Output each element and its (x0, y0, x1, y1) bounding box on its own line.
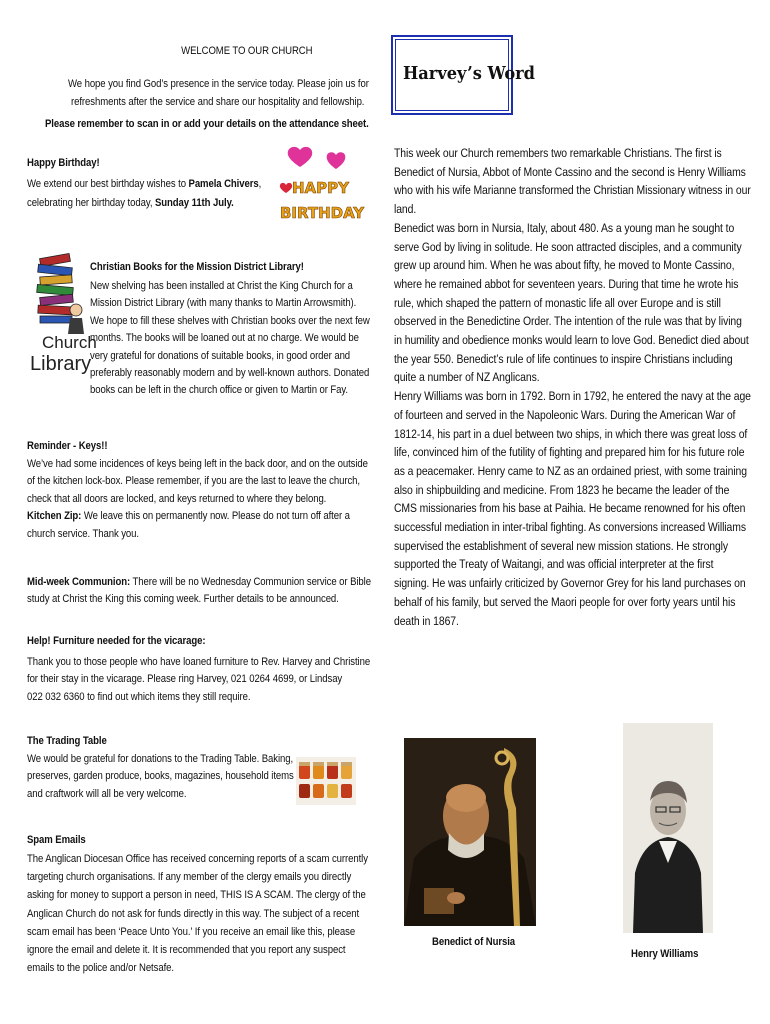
happy-birthday-image (278, 145, 365, 227)
birthday-line-2: celebrating her birthday today, Sunday 11th July. (27, 197, 234, 209)
benedict-caption: Benedict of Nursia (432, 936, 516, 948)
svg-text:Church: Church (42, 333, 97, 352)
welcome-line-2: refreshments after the service and share our hospitality and fellowship. (71, 96, 365, 108)
spam-heading: Spam Emails (27, 834, 86, 846)
harveys-word-title: Harvey’s Word (403, 63, 536, 84)
midweek-notice: Mid-week Communion: There will be no Wednesday Communion service or Bible study at Christ the King this coming week. Further details to be announced. (27, 576, 371, 606)
monk-portrait-icon (404, 738, 536, 926)
furniture-body: Thank you to those people who have loaned furniture to Rev. Harvey and Christine for their stay in the vicarage. Please ring Harvey, 021 0264 4699, or Lindsay 022 032 6360 to find out which items they still require. (27, 656, 371, 703)
henry-caption: Henry Williams (631, 948, 699, 960)
birthday-heading: Happy Birthday! (27, 157, 100, 169)
man-portrait-icon (623, 723, 713, 933)
henry-williams-portrait (623, 723, 713, 933)
spam-body: The Anglican Diocesan Office has received concerning reports of a scam currently targeting church organisations. If any member of the clergy emails you directly asking for money to support a person in need, THIS IS A SCAM. The clergy of the Anglican Church do not ask for funds directly in this way. The subject of a recent scam email has been ‘Peace Unto You.’ If you receive an email like this, please ignore the email and delete it. It is recommended that you report any suspect emails to the police and/or Netsafe. (27, 853, 368, 975)
hearts-icon (278, 145, 365, 227)
trading-body: We would be grateful for donations to the Trading Table. Baking, preserves, garden produce, books, magazines, household items and craftwork will all be very welcome. (27, 753, 294, 800)
harveys-word-body: This week our Church remembers two remarkable Christians. The first is Benedict of Nursia, Abbot of Monte Cassino and the second is Henry Williams who with his wife Marianne transformed the Christian Missionary witness in our land. Benedict was born in Nursia, Italy, about 480. As a young man he sought to serve God by living in solitude. He soon attracted disciples, and a community grew up around him. When he was about fifty, he moved to Monte Cassino, where he remained abbot for seventeen years. During that time he wrote his rule, which shaped the pattern of monastic life all over Europe and is still observed in the Benedictine Order. The intention of the rule was that by living in humility and obedience monks would learn to love God. Benedict died about the year 550. Benedict’s rule of life continues to inspire Christians including quite a number of NZ Anglicans. Henry Williams was born in 1792. Born in 1792, he entered the navy at the age of fourteen and served in the Napoleonic Wars. During the American War of 1812-14, his part in a duel between two ships, in which there was great loss of life, convinced him of the futility of fighting and prepared him for his future role as a peacemaker. Henry came to NZ as an ordained priest, with some training also in shipbuilding and medicine. From 1823 he became the leader of the CMS missionaries from his base at Paihia. He became renowned for his often successful mediation in inter-tribal fighting. As conversions increased Williams supervised the establishment of several new mission stations. He strongly supported the Treaty of Waitangi, and was official interpreter at the first signing. He was unfairly criticized by Governor Grey for his land purchases on behalf of his family, but served the Maori people for over forty years until his death in 1867. (394, 146, 751, 628)
birthday-line-1: We extend our best birthday wishes to Pamela Chivers, (27, 178, 262, 190)
trading-heading: The Trading Table (27, 735, 107, 747)
books-heading: Christian Books for the Mission District Library! (90, 261, 304, 273)
books-body: New shelving has been installed at Christ the King Church for a Mission District Library (with many thanks to Martin Arrowsmith). We hope to fill these shelves with Christian books over the next few months. The books will be loaned out at no charge. We would be very grateful for donations of suitable books, in good order and preferably reasonably modern and by well-known authors. Donated books can be left in the church office or given to Martin or Fay. (90, 280, 370, 397)
svg-text:Library: Library (30, 353, 92, 375)
harveys-word-box (391, 35, 536, 115)
preserves-jars-image (296, 757, 356, 805)
welcome-title: WELCOME TO OUR CHURCH (181, 45, 313, 57)
svg-text:HAPPY: HAPPY (292, 179, 350, 197)
book-stack-icon (30, 250, 97, 375)
scan-reminder: Please remember to scan in or add your details on the attendance sheet. (45, 118, 369, 130)
keys-heading: Reminder - Keys!! (27, 440, 108, 452)
church-library-logo (30, 250, 97, 375)
welcome-line-1: We hope you find God’s presence in the service today. Please join us for (68, 78, 369, 90)
benedict-portrait (404, 738, 536, 926)
furniture-heading: Help! Furniture needed for the vicarage: (27, 635, 206, 647)
jars-icon (296, 757, 356, 805)
svg-text:BIRTHDAY: BIRTHDAY (280, 204, 365, 222)
keys-body: We’ve had some incidences of keys being left in the back door, and on the outside of the kitchen lock-box. Please remember, if you are the last to leave the church, check that all doors are locked, and keys returned to where they belong. Kitchen Zip: We leave this on permanently now. Please do not turn off after a church service. Thank you. (27, 458, 368, 540)
